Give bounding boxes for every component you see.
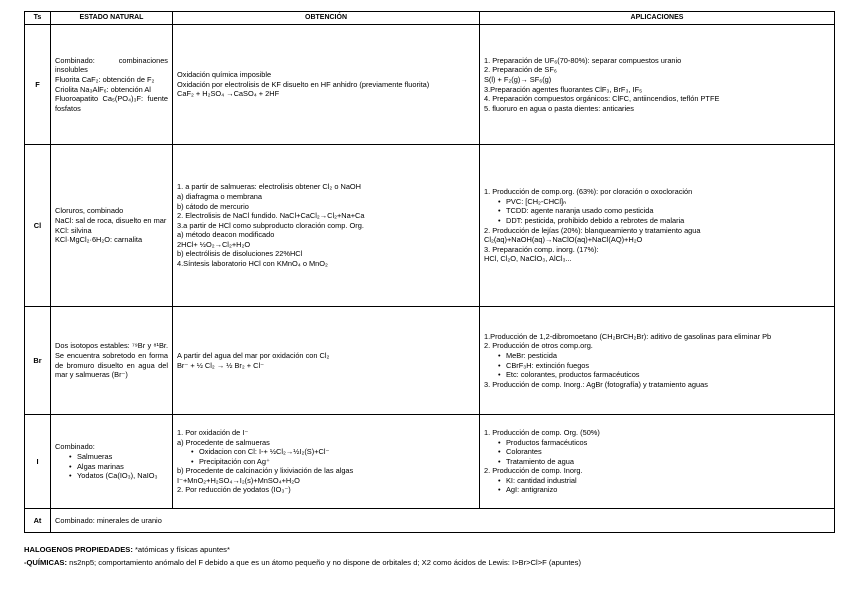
estado-line: KCl: silvina (55, 225, 92, 235)
aplicacion-line: 3. Producción de comp. Inorg.: AgBr (fotografía) y tratamiento aguas (484, 379, 708, 389)
obtencion-line: Br⁻ + ½ Cl₂ → ½ Br₂ + Cl⁻ (177, 360, 265, 370)
list-item: • AgI: antigranizo (506, 485, 830, 495)
estado-line: KCl·MgCl₂·6H₂O: carnalita (55, 235, 143, 245)
bullet-list (177, 447, 475, 466)
obtencion-line: 2. Electrolisis de NaCl fundido. NaCl+CaCl₂→Cl₂+Na+Ca (177, 211, 365, 221)
list-item: • TCDD: agente naranja usado como pesticida (506, 206, 830, 216)
estado-line: Fluoroapatito Ca₅(PO₄)₃F: fuente fosfatos (55, 94, 168, 113)
obtencion-line: Oxidación por electrolisis de KF disuelto en HF anhidro (previamente fluorita) (177, 79, 430, 89)
element-symbol: Cl (25, 145, 51, 307)
aplicacion-line: 1. Preparación de UF₆(70-80%): separar compuestos uranio (484, 55, 682, 65)
estado-natural-cell (51, 509, 835, 533)
bullet-list (484, 476, 830, 495)
aplicacion-line: S(l) + F₂(g)→ SF₆(g) (484, 74, 552, 84)
aplicacion-line: 2. Producción de comp. Inorg. (484, 466, 583, 476)
row-astato (25, 509, 835, 533)
properties-note: *atómicas y físicas apuntes* (132, 545, 230, 554)
obtencion-line: b) electrólisis de disoluciones 22%HCl (177, 249, 303, 259)
aplicacion-line: HCl, Cl₂O, NaClO₃, AlCl₃... (484, 254, 572, 264)
row-fluor (25, 25, 835, 145)
estado-natural-cell (51, 145, 173, 307)
list-item: • Salmueras (77, 452, 168, 462)
aplicacion-line: 3.Preparación agentes fluorantes ClF₃, BrF₃, IF₅ (484, 84, 643, 94)
estado-line: Cloruros, combinado (55, 206, 124, 216)
list-item: • Algas marinas (77, 462, 168, 472)
aplicacion-line: 1. Producción de comp. Org. (50%) (484, 427, 600, 437)
list-item: • MeBr: pesticida (506, 351, 830, 361)
list-item: • Yodatos (Ca(IO₃), NaIO₃ (77, 471, 168, 481)
aplicacion-line: Cl₂(aq)+NaOH(aq)→NaClO(aq)+NaCl(AQ)+H₂O (484, 235, 643, 245)
list-item: • PVC: [CH₂-CHCl]ₙ (506, 197, 830, 207)
obtencion-cell (173, 25, 480, 145)
row-bromo (25, 307, 835, 415)
obtencion-line: a) diafragma o membrana (177, 191, 263, 201)
aplicacion-line: 1.Producción de 1,2-dibromoetano (CH₂BrCH₂Br): aditivo de gasolinas para eliminar Pb (484, 331, 772, 341)
row-yodo (25, 415, 835, 509)
estado-line: NaCl: sal de roca, disuelto en mar (55, 215, 167, 225)
element-symbol: F (25, 25, 51, 145)
obtencion-line: 2. Por reducción de yodatos (IO₃⁻) (177, 485, 291, 495)
obtencion-line: b) Procedente de calcinación y lixiviación de las algas (177, 466, 354, 476)
obtencion-line: A partir del agua del mar por oxidación con Cl₂ (177, 350, 330, 360)
obtencion-line: Oxidación química imposible (177, 70, 272, 80)
estado-natural-cell (51, 415, 173, 509)
halogens-table (24, 11, 835, 533)
estado-line: Combinado: combinaciones insolubles (55, 55, 168, 75)
list-item: • Colorantes (506, 447, 830, 457)
obtencion-line: 1. a partir de salmueras: electrolisis obtener Cl₂ o NaOH (177, 182, 362, 192)
properties-heading: HALOGENOS PROPIEDADES: (24, 545, 133, 554)
aplicaciones-cell (480, 415, 835, 509)
obtencion-cell (173, 145, 480, 307)
aplicacion-line: 4. Preparación compuestos orgánicos: ClFC, antiincendios, teflón PTFE (484, 94, 720, 104)
obtencion-line: 1. Por oxidación de I⁻ (177, 427, 249, 437)
bullet-list (484, 351, 830, 380)
aplicaciones-cell (480, 25, 835, 145)
list-item: • Oxidacion con Cl: I-+ ½Cl₂→½I₂(S)+Cl⁻ (199, 447, 475, 457)
header-aplicaciones: APLICACIONES (480, 12, 835, 25)
chemical-text: ns2np5; comportamiento anómalo del F debido a que es un átomo pequeño y no dispone de orbitales d; X2 como ácidos de Lewis: I>Br>Cl>F (apuntes) (67, 558, 581, 567)
aplicacion-line: 2. Preparación de SF₆ (484, 65, 557, 75)
aplicaciones-cell (480, 145, 835, 307)
estado-text: Combinado: minerales de uranio (55, 515, 162, 525)
obtencion-line: I⁻+MnO₂+H₂SO₄→I₂(s)+MnSO₄+H₂O (177, 475, 300, 485)
element-symbol: I (25, 415, 51, 509)
obtencion-line: CaF₂ + H₂SO₄ →CaSO₄ + 2HF (177, 89, 280, 99)
header-obtencion: OBTENCIÓN (173, 12, 480, 25)
header-row (25, 12, 835, 25)
obtencion-line: a) Procedente de salmueras (177, 437, 270, 447)
properties-title (24, 545, 230, 555)
aplicacion-line: 2. Producción de lejías (20%): blanqueamiento y tratamiento agua (484, 225, 701, 235)
header-ts: Ts (25, 12, 51, 25)
row-cloro (25, 145, 835, 307)
chemical-heading: -QUÍMICAS: (24, 558, 68, 567)
estado-natural-cell (51, 25, 173, 145)
bullet-list (55, 452, 168, 481)
list-item: • Tratamiento de agua (506, 457, 830, 467)
list-item: • Precipitación con Ag⁺ (199, 457, 475, 467)
element-symbol: At (25, 509, 51, 533)
bullet-list (484, 438, 830, 467)
estado-line: Fluorita CaF₂: obtención de F₂ (55, 74, 155, 84)
obtencion-cell (173, 415, 480, 509)
estado-line: Criolita Na₃AlF₆: obtención Al (55, 84, 151, 94)
aplicacion-line: 5. fluoruro en agua o pasta dientes: anticaries (484, 103, 634, 113)
aplicacion-line: 3. Preparación comp. inorg. (17%): (484, 244, 599, 254)
bullet-list (484, 197, 830, 226)
list-item: • Productos farmacéuticos (506, 438, 830, 448)
estado-natural-cell (51, 307, 173, 415)
chemical-properties (24, 558, 581, 568)
header-estado-natural: ESTADO NATURAL (51, 12, 173, 25)
list-item: • CBrF₃H: extinción fuegos (506, 361, 830, 371)
obtencion-line: a) método deacon modificado (177, 230, 275, 240)
obtencion-line: b) cátodo de mercurio (177, 201, 249, 211)
list-item: • KI: cantidad industrial (506, 476, 830, 486)
estado-line: Combinado: (55, 442, 95, 452)
obtencion-line: 4.Síntesis laboratorio HCl con KMnO₄ o MnO₂ (177, 259, 328, 269)
element-symbol: Br (25, 307, 51, 415)
list-item: • Etc: colorantes, productos farmacéuticos (506, 370, 830, 380)
estado-text: Dos isotopos estables: ⁷⁹Br y ⁸¹Br. Se encuentra sobretodo en forma de bromuro disuelto en agua del mar y salmueras (Br⁻) (55, 341, 168, 380)
obtencion-line: 2HCl+ ½O₂→Cl₂+H₂O (177, 239, 251, 249)
obtencion-line: 3.a partir de HCl como subproducto cloración comp. Org. (177, 220, 364, 230)
list-item: • DDT: pesticida, prohibido debido a rebrotes de malaria (506, 216, 830, 226)
aplicaciones-cell (480, 307, 835, 415)
aplicacion-line: 1. Producción de comp.org. (63%): por cloración o oxocloración (484, 187, 693, 197)
aplicacion-line: 2. Producción de otros comp.org. (484, 341, 593, 351)
obtencion-cell (173, 307, 480, 415)
